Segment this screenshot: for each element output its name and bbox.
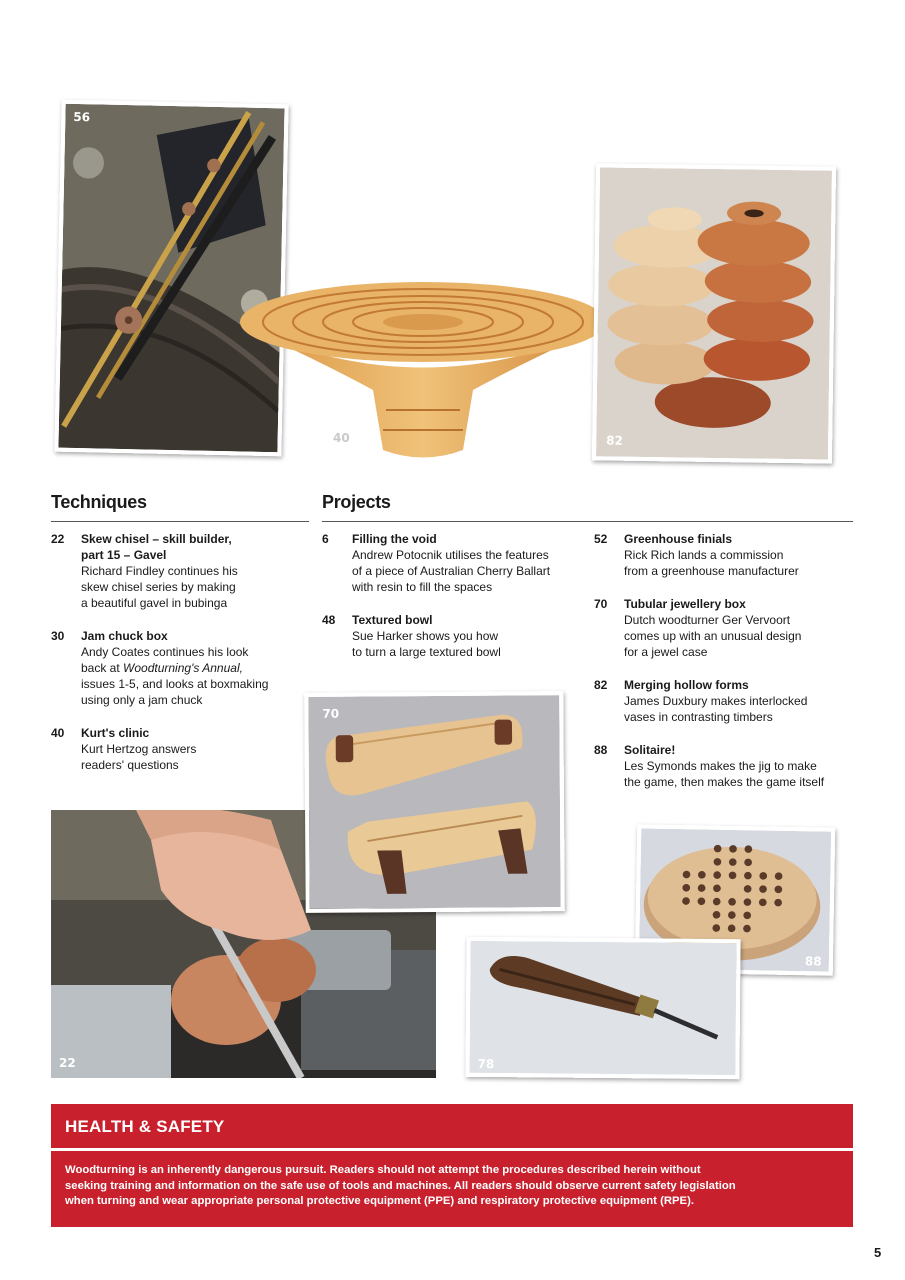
photo-number-78: 78 [477,1056,495,1072]
article-entry[interactable] [51,725,301,773]
photo-hollow-forms [592,163,836,463]
page-number: 5 [874,1245,882,1260]
techniques-rule [51,521,309,522]
projects-list-right [594,531,849,807]
article-desc: issues 1-5, and looks at boxmaking [81,677,269,691]
article-title: Greenhouse finials [624,532,733,546]
photo-number-82: 82 [606,433,624,448]
article-page: 88 [594,743,608,757]
article-desc: Richard Findley continues his [81,564,238,578]
article-title: part 15 – Gavel [81,548,167,562]
article-desc: with resin to fill the spaces [352,580,493,594]
article-desc: readers' questions [81,758,179,772]
article-entry[interactable] [51,531,301,611]
section-heading-techniques: Techniques [51,492,147,512]
article-desc: the game, then makes the game itself [624,775,825,789]
article-entry[interactable] [594,742,849,790]
health-safety-line: Woodturning is an inherently dangerous pursuit. Readers should not attempt the procedures described herein without [65,1164,701,1176]
article-desc: using only a jam chuck [81,693,203,707]
photo-tool [465,937,740,1079]
article-desc: skew chisel series by making [81,580,236,594]
article-desc: Sue Harker shows you how [352,629,499,643]
article-title: Filling the void [352,532,437,546]
article-title: Skew chisel – skill builder, [81,532,232,546]
section-heading-projects: Projects [322,492,391,512]
article-page: 82 [594,678,608,692]
photo-number-40: 40 [333,431,350,445]
article-entry[interactable] [322,531,572,595]
health-safety-line: when turning and wear appropriate personal protective equipment (PPE) and respiratory protective equipment (RPE). [65,1195,694,1207]
article-entry[interactable] [594,531,849,579]
projects-list-left [322,531,572,677]
photo-number-22: 22 [59,1056,76,1070]
techniques-list [51,531,301,790]
article-desc: a beautiful gavel in bubinga [81,596,228,610]
article-entry[interactable] [51,628,301,708]
article-title: Merging hollow forms [624,678,749,692]
article-desc: Les Symonds makes the jig to make [624,759,817,773]
health-safety-heading: HEALTH & SAFETY [51,1104,853,1148]
article-desc: of a piece of Australian Cherry Ballart [352,564,551,578]
article-title: Solitaire! [624,743,676,757]
article-desc: Andy Coates continues his look [81,645,249,659]
article-desc: Dutch woodturner Ger Vervoort [624,613,791,627]
photo-number-70: 70 [322,706,340,721]
photo-number-56: 56 [73,109,91,125]
article-entry[interactable] [322,612,572,660]
health-safety-line: seeking training and information on the safe use of tools and machines. All readers should observe current safety legislation [65,1179,736,1192]
article-desc: from a greenhouse manufacturer [624,564,799,578]
article-page: 6 [322,532,329,546]
article-title: Textured bowl [352,613,433,627]
article-page: 70 [594,597,608,611]
health-safety-body [51,1151,853,1227]
article-desc: for a jewel case [624,645,708,659]
article-title: Tubular jewellery box [624,597,746,611]
photo-number-88: 88 [804,954,822,969]
article-page: 52 [594,532,608,546]
health-safety-box [51,1104,853,1227]
photo-jewellery-box [304,691,565,913]
article-desc: Rick Rich lands a commission [624,548,784,562]
article-desc: back at Woodturning's Annual, [81,661,243,675]
article-desc: vases in contrasting timbers [624,710,773,724]
article-title: Jam chuck box [81,629,168,643]
article-title: Kurt's clinic [81,726,150,740]
projects-rule [322,521,853,522]
article-desc: comes up with an unusual design [624,629,802,643]
article-desc: James Duxbury makes interlocked [624,694,808,708]
article-page: 30 [51,629,65,643]
article-page: 22 [51,532,65,546]
article-desc: Kurt Hertzog answers [81,742,197,756]
photo-bowl [238,280,608,465]
article-page: 48 [322,613,336,627]
article-desc: Andrew Potocnik utilises the features [352,548,549,562]
article-entry[interactable] [594,677,849,725]
article-entry[interactable] [594,596,849,660]
article-page: 40 [51,726,65,740]
article-desc: to turn a large textured bowl [352,645,501,659]
